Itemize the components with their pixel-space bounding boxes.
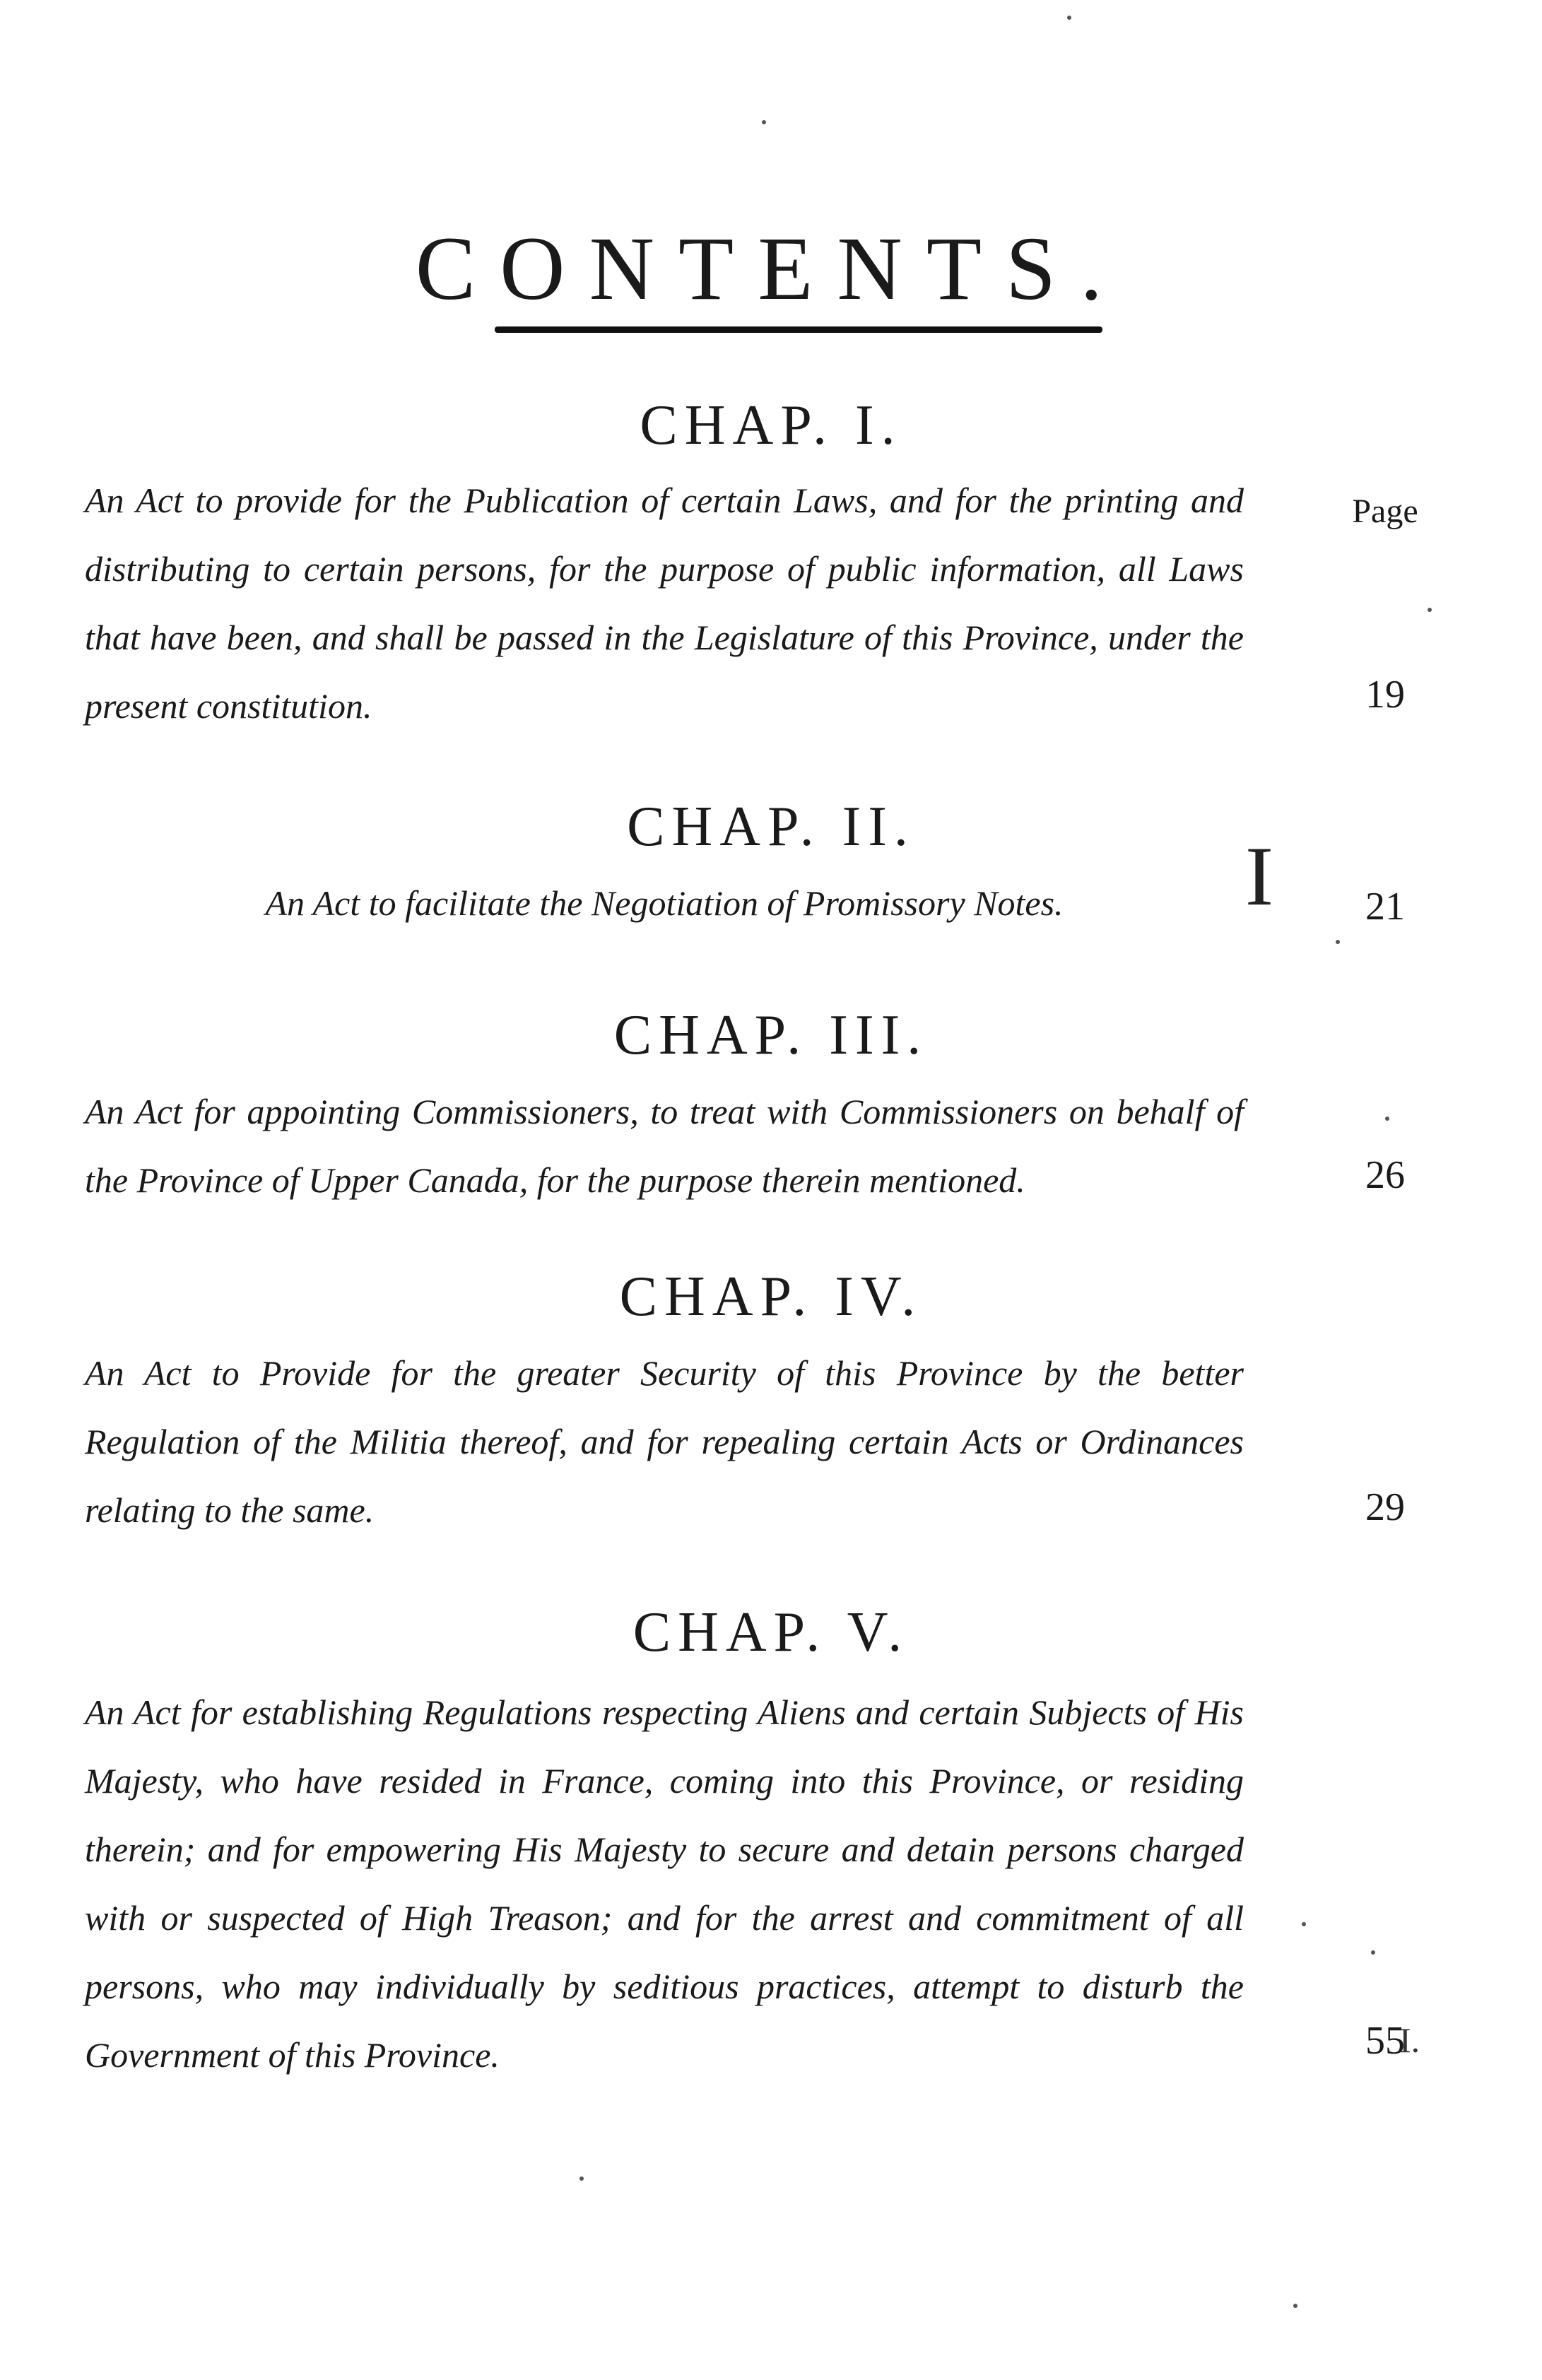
scan-speck bbox=[762, 120, 766, 124]
chapter-1-page: 19 bbox=[1365, 673, 1405, 717]
chapter-3-page: 26 bbox=[1365, 1153, 1405, 1197]
scan-speck bbox=[1336, 940, 1340, 944]
page-column-label: Page bbox=[1352, 493, 1418, 530]
scan-speck bbox=[1371, 1950, 1375, 1955]
chapter-2-heading: CHAP. II. bbox=[627, 796, 915, 858]
chapter-3-entry: An Act for appointing Commissioners, to treat with Commissioners on behalf of the Province of Upper Canada, for the purpose therein mentioned. bbox=[85, 1092, 1244, 1200]
chapter-5-entry: An Act for establishing Regulations respecting Aliens and certain Subjects of His Majesty, who have resided in France, coming into this Province, or residing therein; and for empowering His Majesty to secure and detain persons charged with or suspected of High Treason; and for the arrest and commitment of all persons, who may individually by seditious practices, attempt to disturb the Government of this Province. bbox=[85, 1692, 1244, 2075]
chapter-4-entry: An Act to Provide for the greater Security of this Province by the better Regulation of the Militia thereof, and for repealing certain Acts or Ordinances relating to the same. bbox=[85, 1353, 1244, 1530]
chapter-1-heading: CHAP. I. bbox=[640, 394, 902, 456]
scan-speck bbox=[1385, 1117, 1389, 1121]
chapter-2-page: 21 bbox=[1365, 885, 1405, 929]
margin-mark-i: I bbox=[1245, 829, 1273, 923]
scan-speck bbox=[1428, 608, 1432, 612]
chapter-4-heading: CHAP. IV. bbox=[619, 1266, 923, 1328]
chapter-1-entry: An Act to provide for the Publication of certain Laws, and for the printing and distributing to certain persons, for the purpose of public information, all Laws that have been, and shall be passed in the Legislature of this Province, under the present constitution. bbox=[85, 481, 1244, 726]
chapter-3-heading: CHAP. III. bbox=[613, 1004, 929, 1066]
chapter-5-heading: CHAP. V. bbox=[632, 1601, 910, 1663]
scan-speck bbox=[1302, 1922, 1306, 1926]
chapter-2-entry: An Act to facilitate the Negotiation of Promissory Notes. bbox=[265, 883, 1064, 923]
scan-speck bbox=[1067, 16, 1071, 20]
scan-speck bbox=[579, 2176, 584, 2181]
page-title: CONTENTS. bbox=[415, 218, 1127, 319]
scan-speck bbox=[1293, 2304, 1297, 2308]
chapter-4-page: 29 bbox=[1365, 1485, 1405, 1529]
margin-mark-tick: I. bbox=[1399, 2020, 1420, 2060]
chapter-5-page: 55 bbox=[1365, 2019, 1405, 2063]
title-rule bbox=[495, 326, 1102, 333]
